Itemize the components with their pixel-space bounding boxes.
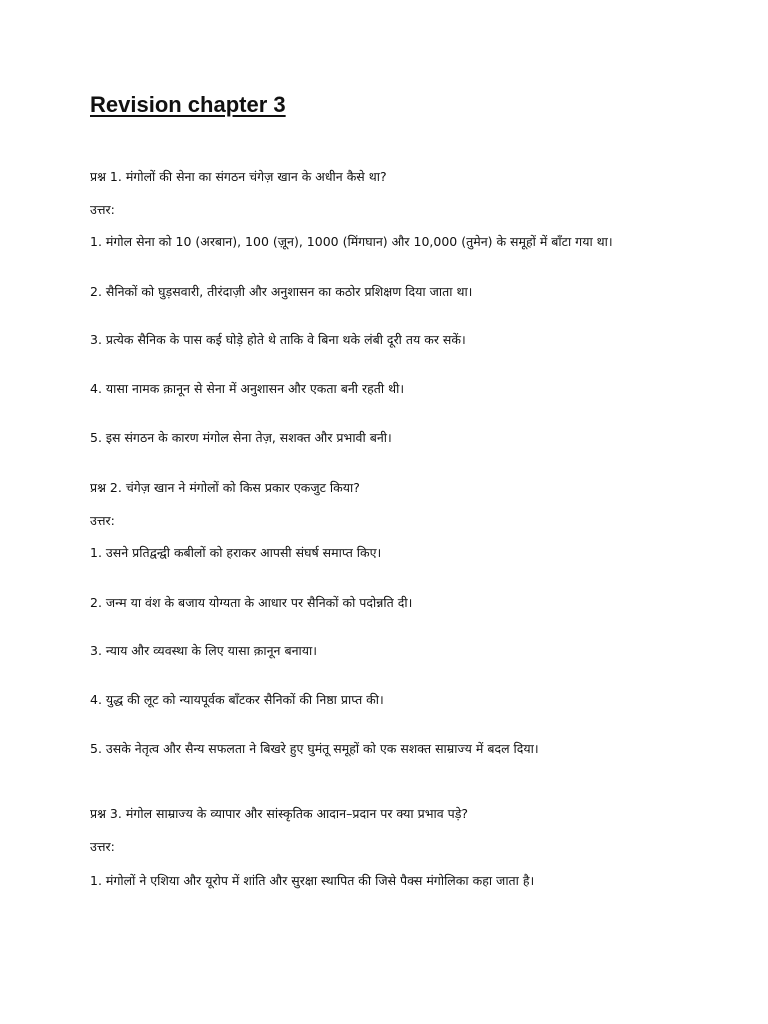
q1-point-3: 3. प्रत्येक सैनिक के पास कई घोड़े होते थे ताकि वे बिना थके लंबी दूरी तय कर सकें। [90, 332, 466, 347]
q1-point-4: 4. यासा नामक क़ानून से सेना में अनुशासन और एकता बनी रहती थी। [90, 381, 405, 396]
q2-point-3: 3. न्याय और व्यवस्था के लिए यासा क़ानून बनाया। [90, 643, 318, 658]
question-2: प्रश्न 2. चंगेज़ खान ने मंगोलों को किस प्रकार एकजुट किया? [90, 480, 360, 495]
question-1: प्रश्न 1. मंगोलों की सेना का संगठन चंगेज़ खान के अधीन कैसे था? [90, 169, 387, 184]
question-3: प्रश्न 3. मंगोल साम्राज्य के व्यापार और सांस्कृतिक आदान–प्रदान पर क्या प्रभाव पड़े? [90, 806, 469, 821]
q2-point-2: 2. जन्म या वंश के बजाय योग्यता के आधार पर सैनिकों को पदोन्नति दी। [90, 595, 413, 610]
answer-label-1: उत्तर: [90, 202, 115, 217]
q1-point-2: 2. सैनिकों को घुड़सवारी, तीरंदाज़ी और अनुशासन का कठोर प्रशिक्षण दिया जाता था। [90, 284, 473, 299]
q2-point-5: 5. उसके नेतृत्व और सैन्य सफलता ने बिखरे हुए घुमंतू समूहों को एक सशक्त साम्राज्य में बदल दिया। [90, 741, 539, 756]
q1-point-5: 5. इस संगठन के कारण मंगोल सेना तेज़, सशक्त और प्रभावी बनी। [90, 430, 392, 445]
q3-point-1: 1. मंगोलों ने एशिया और यूरोप में शांति और सुरक्षा स्थापित की जिसे पैक्स मंगोलिका कहा जाता है। [90, 873, 535, 888]
answer-label-2: उत्तर: [90, 513, 115, 528]
answer-label-3: उत्तर: [90, 839, 115, 854]
q1-point-1: 1. मंगोल सेना को 10 (अरबान), 100 (ज़ून), 1000 (मिंगघान) और 10,000 (तुमेन) के समूहों में बाँटा गया था। [90, 234, 613, 249]
q2-point-4: 4. युद्ध की लूट को न्यायपूर्वक बाँटकर सैनिकों की निष्ठा प्राप्त की। [90, 692, 384, 707]
q2-point-1: 1. उसने प्रतिद्वन्द्वी कबीलों को हराकर आपसी संघर्ष समाप्त किए। [90, 545, 382, 560]
document-title: Revision chapter 3 [90, 92, 286, 117]
